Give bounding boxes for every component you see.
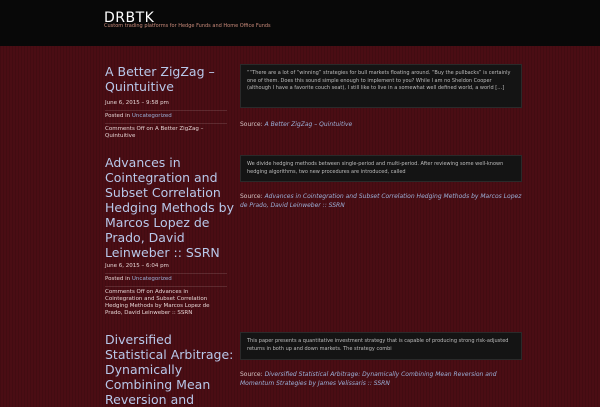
post-comments-status: Comments Off on A Better ZigZag – Quintuitive [105,126,204,139]
meta-divider [105,273,227,274]
post-excerpt: We divide hedging methods between single-period and multi-period. After reviewing some well-known hedging algorithms, two new procedures are introduced, called [240,155,522,182]
post-title-zigzag[interactable]: A Better ZigZag – Quintuitive [105,64,215,94]
category-link[interactable]: Uncategorized [131,276,172,282]
source-label: Source: [240,121,263,128]
site-description: Custom trading platforms for Hedge Funds and Home Office Funds [104,23,271,29]
post-date: June 6, 2015 – 6:04 pm [105,263,169,269]
source-label: Source: [240,193,263,200]
source-label: Source: [240,371,263,378]
posted-in-label: Posted in [105,113,131,119]
post-source [240,192,522,210]
meta-divider [105,123,227,124]
post-title-cointegration[interactable]: Advances in Cointegration and Subset Correlation Hedging Methods by Marcos Lopez de Prado, David Leinweber :: SSRN [105,155,234,260]
post-excerpt: ““There are a lot of “winning” strategies for bull markets floating around. “Buy the pullbacks” is certainly one of them. Does this sound simple enough to implement to you? While I am no Sheldon Cooper (although I have a favorite couch seat), I still like to live in a somewhat well defined world, a world […] [240,64,522,108]
source-link[interactable]: A Better ZigZag – Quintuitive [264,121,353,128]
source-link[interactable]: Advances in Cointegration and Subset Correlation Hedging Methods by Marcos Lopez de Prado, David Leinweber :: SSRN [240,193,522,209]
post-excerpt: This paper presents a quantitative investment strategy that is capable of producing strong risk-adjusted returns in both up and down markets. The strategy combi [240,332,522,360]
meta-divider [105,110,227,111]
post-comments-status: Comments Off on Advances in Cointegration and Subset Correlation Hedging Methods by Marcos Lopez de Prado, David Leinweber :: SSRN [105,289,210,316]
category-link[interactable]: Uncategorized [131,113,172,119]
source-link[interactable]: Diversified Statistical Arbitrage: Dynamically Combining Mean Reversion and Momentum Strategies by James Velissaris :: SSRN [240,371,497,387]
post-source [240,120,522,129]
post-title-diversified-arbitrage[interactable]: Diversified Statistical Arbitrage: Dynamically Combining Mean Reversion and [105,332,234,407]
meta-divider [105,286,227,287]
post-category [105,276,227,283]
post-date: June 6, 2015 – 9:58 pm [105,100,169,106]
site-title[interactable]: DRBTK [104,10,155,26]
post-category [105,113,227,120]
posted-in-label: Posted in [105,276,131,282]
post-source [240,370,522,388]
site-header [0,0,600,46]
